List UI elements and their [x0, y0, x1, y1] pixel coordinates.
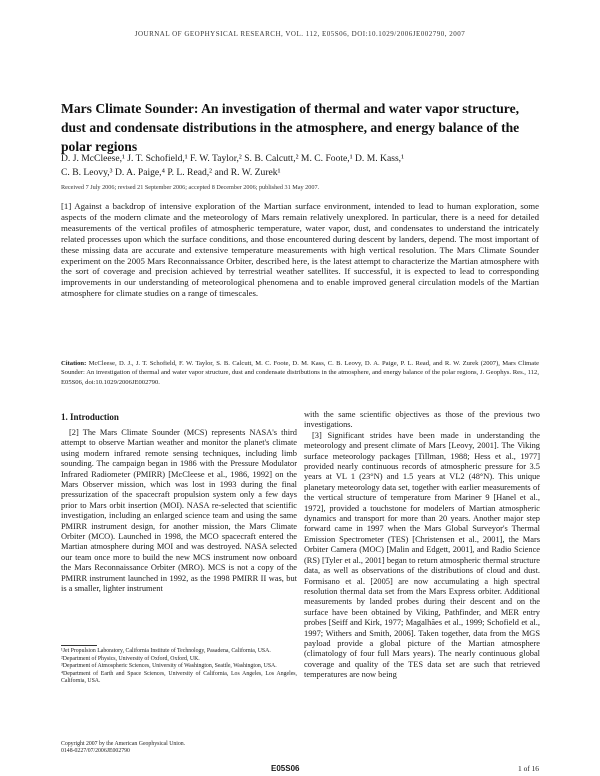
issn-line: 0148-0227/07/2006JE002790	[61, 748, 130, 755]
footnote-1: ¹Jet Propulsion Laboratory, California Institute of Technology, Pasadena, California, USA.	[61, 648, 271, 654]
copyright-line: Copyright 2007 by the American Geophysical Union.	[61, 741, 186, 747]
article-id: E05S06	[271, 764, 300, 773]
footnote-divider	[61, 645, 97, 646]
journal-header: JOURNAL OF GEOPHYSICAL RESEARCH, VOL. 112, E05S06, DOI:10.1029/2006JE002790, 2007	[134, 30, 466, 38]
paper-title: Mars Climate Sounder: An investigation of thermal and water vapor structure, dust and condensate distributions in the atmosphere, and energy balance of the polar regions	[61, 101, 520, 154]
abstract: [1] Against a backdrop of intensive exploration of the Martian surface environment, intended to lead to human exploration, some aspects of the modern climate and the meteorology of Mars remain relatively unexplored. In particular, there is a need for detailed measurements of the vertical profiles of atmospheric temperature, water vapor, dust, and condensates to understand the intricately related processes upon which the surface conditions, and those encountered during descent by landers, depend. The most important of these missing data are accurate and extensive temperature measurements with high vertical resolution. The Mars Climate Sounder experiment on the 2005 Mars Reconnaissance Orbiter, described here, is the latest attempt to characterize the Martian atmosphere with the sort of coverage and precision achieved by terrestrial weather satellites. If successful, it is expected to lead to corresponding improvements in our understanding of meteorological phenomena and to enable improved general circulation models of the Martian atmosphere for climate studies on a range of timescales.	[61, 201, 539, 299]
footnote-3: ³Department of Atmospheric Sciences, University of Washington, Seattle, Washington, USA.	[61, 663, 277, 670]
footnote-2: ²Department of Physics, University of Oxford, Oxford, UK.	[61, 655, 200, 662]
footnote-4: ⁴Department of Earth and Space Sciences, University of California, Los Angeles, Los Angeles, California, USA.	[61, 670, 297, 684]
intro-paragraph-3: [3] Significant strides have been made in understanding the meteorology and present climate of Mars [Leovy, 2001]. The Viking surface meteorology packages [Tillman, 1988; Hess et al., 1977] provided nearly continuous records of atmospheric pressure for 3.5 years at VL 1 (23°N) and 1.5 years at VL2 (48°N). This unique planetary meteorology data set, together with earlier measurements of the vertical structure of temperature from Mariner 9 [Hanel et al., 1972], provided a touchstone for modelers of Martian atmospheric dynamics and transport for more than 20 years. Another major step forward came in 1997 when the Mars Global Surveyor's Thermal Emission Spectrometer (TES) [Christensen et al., 2001], the Mars Orbiter Camera (MOC) [Malin and Edgett, 2001], and Radio Science (RS) [Tyler et al., 2001] began to return atmospheric thermal structure data, as well as observations of the distributions of cloud and dust. Formisano et al. [2005] are now accumulating a high spectral resolution thermal data set from the Mars Express orbiter. Additional measurements by landed probes during their descent and on the surface have been obtained by Viking, Pathfinder, and MER entry probes [Seiff and Kirk, 1977; Magalhães et al., 1999; Schofield et al., 1997; Withers and Smith, 2006]. Taken together, data from the MGS payload provide a global picture of the Martian atmosphere (climatology of four full Mars years). The nearly continuous global coverage and quality of the TES data set are such that retrieved temperatures are now being	[304, 430, 540, 680]
intro-paragraph-continued: with the same scientific objectives as those of the previous two investigations.	[304, 410, 540, 430]
copyright-notice	[61, 741, 185, 755]
page-number: 1 of 16	[518, 764, 539, 773]
left-column	[61, 428, 297, 595]
citation	[61, 359, 539, 387]
citation-label: Citation:	[61, 360, 87, 367]
received-dates: Received 7 July 2006; revised 21 September 2006; accepted 8 December 2006; published 31 May 2007.	[61, 184, 320, 191]
right-column	[304, 410, 540, 681]
author-list	[61, 152, 531, 180]
intro-paragraph-2: [2] The Mars Climate Sounder (MCS) represents NASA's third attempt to observe Martian weather and monitor the planet's climate using modern infrared remote sensing techniques, including limb sounding. The campaign began in 1986 with the Pressure Modulator Infrared Radiometer (PMIRR) [McCleese et al., 1986, 1992] on the Mars Observer mission, which was lost in 1993 during the final pressurization of the spacecraft propulsion system only a few days prior to Mars orbit insertion (MOI). NASA re-selected that scientific investigation, including an enlarged science team and using the same PMIRR instrument design, for another mission, the Mars Climate Orbiter (MCO). Launched in 1998, the MCO spacecraft entered the Martian atmosphere during MOI and was destroyed. NASA selected our team once more to build the new MCS instrument now onboard the Mars Reconnaissance Orbiter (MRO). MCS is not a copy of the PMIRR instrument launched in 1992, as the 1998 PMIRR II was, but is a smaller, lighter instrument	[61, 428, 297, 594]
authors-line-1: D. J. McCleese,¹ J. T. Schofield,¹ F. W. Taylor,² S. B. Calcutt,² M. C. Foote,¹ D. M. Kass,¹	[61, 153, 404, 164]
affiliation-footnotes	[61, 648, 297, 686]
section-heading-introduction: 1. Introduction	[61, 412, 119, 422]
citation-text: McCleese, D. J., J. T. Schofield, F. W. Taylor, S. B. Calcutt, M. C. Foote, D. M. Kass, C. B. Leovy, D. A. Paige, P. L. Read, and R. W. Zurek (2007), Mars Climate Sounder: An investigation of thermal and water vapor structure, dust and condensate distributions in the atmosphere, and energy balance of the polar regions, J. Geophys. Res., 112, E05S06, doi:10.1029/2006JE002790.	[61, 360, 539, 386]
authors-line-2: C. B. Leovy,³ D. A. Paige,⁴ P. L. Read,² and R. W. Zurek¹	[61, 167, 281, 178]
